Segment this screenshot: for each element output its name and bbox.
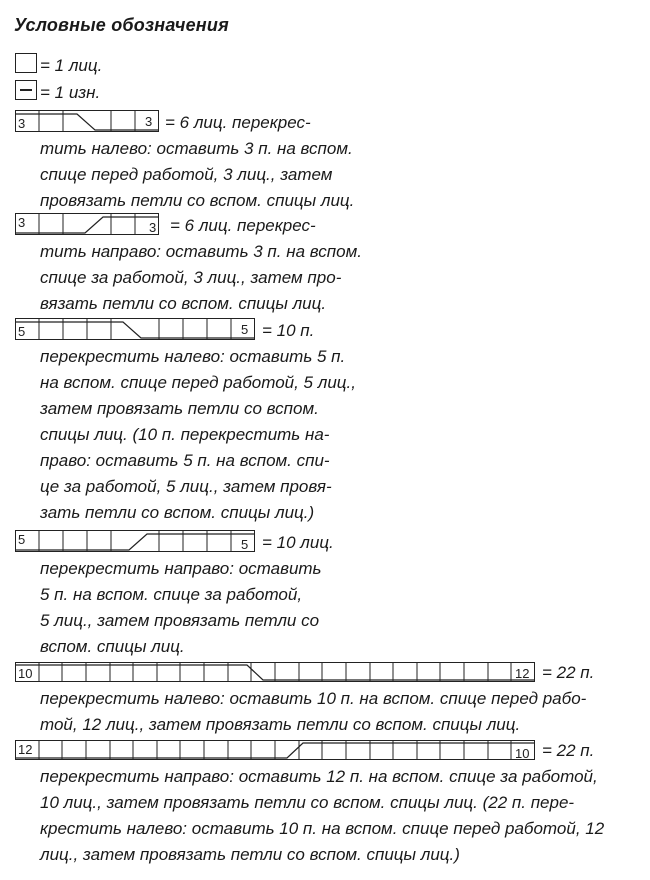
svg-text:3: 3 xyxy=(149,220,157,235)
cable-12-10-right-text: = 22 п. перекрестить направо: оставить 12 п. на вспом. спице за работой, 10 лиц., затем провязать петли со вспом. спицы лиц. (22 п. пере- крестить налево: оставить 10 п. на вспом. спице перед работой, 12 лиц., затем провязать петли со вспом. спицы лиц.) xyxy=(40,741,605,864)
knit-symbol-icon xyxy=(15,53,37,73)
cable-10-12-left-text: = 22 п. перекрестить налево: оставить 10 п. на вспом. спице перед рабо- той, 12 лиц., затем провязать петли со вспом. спицы лиц. xyxy=(40,663,595,734)
svg-text:12: 12 xyxy=(18,742,33,757)
svg-text:12: 12 xyxy=(515,666,530,681)
cable-left-count: 3 xyxy=(18,116,26,131)
knit-legend-text: = 1 лиц. xyxy=(40,56,103,75)
page-title: Условные обозначения xyxy=(14,15,229,35)
svg-text:10: 10 xyxy=(18,666,33,681)
svg-text:10: 10 xyxy=(515,746,530,760)
cable-3-3-right-text: = 6 лиц. перекрес- тить направо: оставить 3 п. на вспом. спице за работой, 3 лиц., затем про- вязать петли со вспом. спицы лиц. xyxy=(40,216,362,313)
svg-text:3: 3 xyxy=(18,215,26,230)
svg-text:5: 5 xyxy=(241,322,249,337)
purl-symbol-icon xyxy=(15,80,37,100)
svg-text:5: 5 xyxy=(18,532,26,547)
purl-legend-text: = 1 изн. xyxy=(40,83,101,102)
cable-5-5-right-text: = 10 лиц. перекрестить направо: оставить 5 п. на вспом. спице за работой, 5 лиц., затем провязать петли со вспом. спицы лиц. xyxy=(40,533,334,656)
svg-text:5: 5 xyxy=(18,324,26,339)
svg-text:5: 5 xyxy=(241,537,249,552)
cable-right-count: 3 xyxy=(145,114,153,129)
cable-3-3-left-text: = 6 лиц. перекрес- тить налево: оставить 3 п. на вспом. спице перед работой, 3 лиц., затем провязать петли со вспом. спицы лиц. xyxy=(40,113,355,210)
cable-5-5-left-text: = 10 п. перекрестить налево: оставить 5 п. на вспом. спице перед работой, 5 лиц., затем провязать петли со вспом. спицы лиц. (10 п. перекрестить на- право: оставить 5 п. на вспом. спи- це за работой, 5 лиц., затем провя- зать петли со вспом. спицы лиц.) xyxy=(40,321,356,522)
